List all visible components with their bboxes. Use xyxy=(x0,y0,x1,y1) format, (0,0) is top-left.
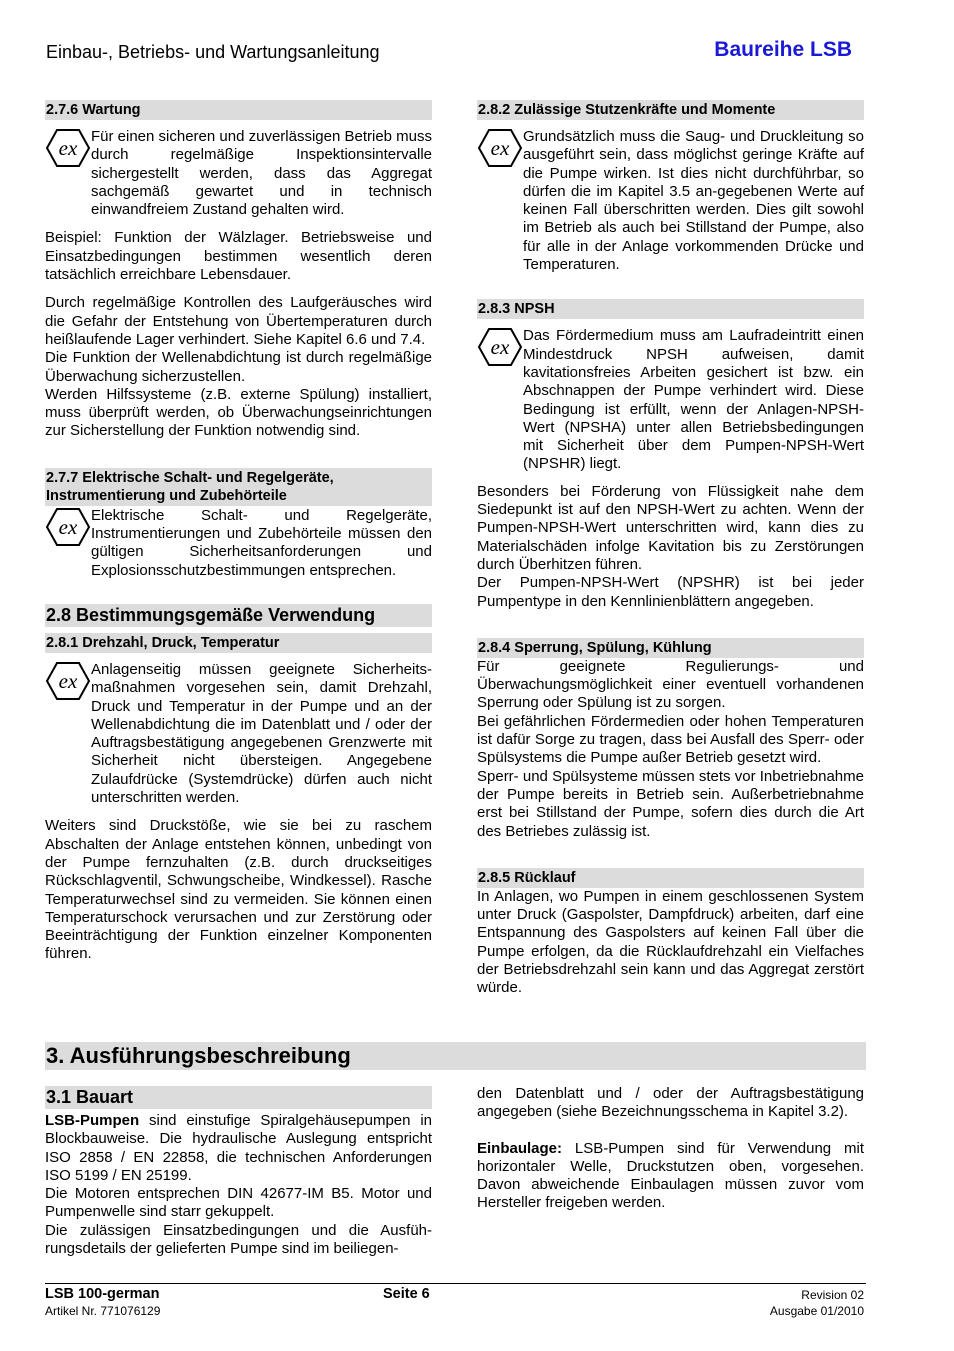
ex-text-2-8-2: Grundsätzlich muss die Saug- und Druckleitung so ausgeführt sein, dass möglichst geringe Kräfte auf die Pumpe wirken. Ist dies nicht durchführbar, so dürfen die im Kapitel 3.5 an-gegebenen Werte auf keinen Fall überschritten werden. Dies gilt sowohl im Betrieb als auch bei Stillstand der Pumpe, also für alle in der Anlage vorkommenden Drücke und Temperaturen. xyxy=(523,128,864,274)
footer-issue: Ausgabe 01/2010 xyxy=(769,1304,864,1318)
footer-page-number: Seite 6 xyxy=(383,1286,430,1302)
ex-text-2-7-6: Für einen sicheren und zuverlässigen Betrieb muss durch regelmäßige Inspektionsintervalle sichergestellt werden, dass das Aggregat sachgemäß gewartet und in technisch einwandfreiem Zustand gehalten wird. xyxy=(91,128,433,219)
heading-2-7-7: 2.7.7 Elektrische Schalt- und Regelgeräte, Instrumentierung und Zubehörteile xyxy=(45,468,432,506)
ex-note-2-8-2 xyxy=(477,128,864,274)
document-title: Einbau-, Betriebs- und Wartungsanleitung xyxy=(46,42,380,62)
footer-article-number: Artikel Nr. 771076129 xyxy=(45,1304,161,1318)
ex-explosion-protection-icon xyxy=(477,327,523,367)
bold-term: Einbaulage: xyxy=(477,1139,563,1157)
ex-note-2-7-7 xyxy=(45,507,432,580)
paragraph: Weiters sind Druckstöße, wie sie bei zu raschem Abschalten der Anlage entstehen können, unbedingt von der Pumpe fernzuhalten (z.B. durch druckseitiges Rückschlagventil, Schwungscheibe, Windkessel). Rasche Temperaturwechsel sind zu vermeiden. Sie können einen Temperaturschock verursachen und zur Zerstörung oder Beeinträchtigung der Funktion einzelner Komponenten führen. xyxy=(45,817,432,963)
paragraph: Sperr- und Spülsysteme müssen stets vor Inbetriebnahme der Pumpe bereits in Betrieb sein. Außerbetriebnahme erst bei Stillstand der Pumpe, sofern dies durch die Art des Betriebes zulässig ist. xyxy=(477,767,864,840)
heading-2-8-3: 2.8.3 NPSH xyxy=(477,299,864,319)
paragraph: Die Funktion der Wellenabdichtung ist durch regelmäßige Überwachung sicherzustellen. xyxy=(45,349,432,385)
footer-doc-id: LSB 100-german xyxy=(45,1286,160,1302)
left-column xyxy=(45,100,432,964)
heading-3-1: 3.1 Bauart xyxy=(45,1086,432,1109)
paragraph: Die zulässigen Einsatzbedingungen und die Ausfüh-rungsdetails der gelieferten Pumpe sind im beiliegen- xyxy=(45,1221,432,1258)
heading-2-8-5: 2.8.5 Rücklauf xyxy=(477,868,864,888)
right-column xyxy=(477,100,864,998)
ex-text-2-8-1: Anlagenseitig müssen geeignete Sicherheits-maßnahmen vorgesehen sein, damit Drehzahl, Druck und Temperatur in der Pumpe und an der Wellenabdichtung die im Datenblatt und / oder der Auftragsbestätigung angegebenen Grenzwerte mit Sicherheit nicht übersteigen. Angegebene Zulaufdrücke (Systemdrücke) dürfen auch nicht unterschritten werden. xyxy=(91,660,432,807)
paragraph xyxy=(45,1112,432,1185)
ex-explosion-protection-icon xyxy=(477,128,523,168)
left-column-bottom xyxy=(45,1086,432,1258)
paragraph-text: LSB-Pumpen sind für Verwendung mit horizontaler Welle, Druckstutzen oben, vorgesehen. Davon abweichende Einbaulagen müssen zuvor vom Hersteller freigeben werden. xyxy=(477,1139,864,1212)
ex-explosion-protection-icon xyxy=(45,507,91,547)
paragraph xyxy=(477,1140,864,1213)
heading-2-8-1: 2.8.1 Drehzahl, Druck, Temperatur xyxy=(45,633,432,653)
heading-3: 3. Ausführungsbeschreibung xyxy=(45,1042,866,1070)
paragraph: Der Pumpen-NPSH-Wert (NPSHR) ist bei jeder Pumpentype in den Kennlinienblättern angegeben. xyxy=(477,574,864,610)
paragraph: Werden Hilfssysteme (z.B. externe Spülung) installiert, muss überprüft werden, ob Überwachungseinrichtungen zur Sicherstellung der Funktion notwendig sind. xyxy=(45,385,432,440)
ex-note-2-7-6 xyxy=(45,128,432,219)
series-title: Baureihe LSB xyxy=(714,38,852,61)
ex-note-2-8-1 xyxy=(45,661,432,807)
right-column-bottom xyxy=(477,1085,864,1213)
ex-note-2-8-3 xyxy=(477,327,864,473)
bold-term: LSB-Pumpen xyxy=(45,1112,140,1129)
heading-2-7-6: 2.7.6 Wartung xyxy=(45,100,432,120)
paragraph: Bei gefährlichen Fördermedien oder hohen Temperaturen ist dafür Sorge zu tragen, dass bei Ausfall des Sperr- oder Spülsystems die Pumpe außer Betrieb gesetzt wird. xyxy=(477,712,864,767)
paragraph: Durch regelmäßige Kontrollen des Laufgeräusches wird die Gefahr der Entstehung von Übertemperaturen durch heißlaufende Lager verhindert. Siehe Kapitel 6.6 und 7.4. xyxy=(45,294,432,348)
heading-2-8: 2.8 Bestimmungsgemäße Verwendung xyxy=(45,604,432,627)
paragraph-text: sind einstufige Spiralgehäusepumpen in Blockbauweise. Die hydraulische Auslegung entspricht ISO 2858 / EN 22858, die technischen Anforderungen ISO 5199 / EN 25199. xyxy=(45,1112,432,1184)
footer-revision: Revision 02 xyxy=(801,1288,864,1302)
ex-text-2-7-7: Elektrische Schalt- und Regelgeräte, Instrumentierungen und Zubehörteile müssen den gültigen Sicherheitsanforderungen und Explosionsschutzbestimmungen entsprechen. xyxy=(91,506,432,579)
heading-2-8-4: 2.8.4 Sperrung, Spülung, Kühlung xyxy=(477,638,864,658)
paragraph: den Datenblatt und / oder der Auftragsbestätigung angegeben (siehe Bezeichnungsschema in Kapitel 3.2). xyxy=(477,1085,864,1121)
paragraph: Die Motoren entsprechen DIN 42677-IM B5. Motor und Pumpenwelle sind starr gekuppelt. xyxy=(45,1185,432,1221)
ex-explosion-protection-icon xyxy=(45,128,91,168)
footer-rule xyxy=(45,1283,866,1284)
paragraph: Beispiel: Funktion der Wälzlager. Betriebsweise und Einsatzbedingungen bestimmen wesentlich deren tatsächlich erreichbare Lebensdauer. xyxy=(45,229,432,284)
paragraph: Für geeignete Regulierungs- und Überwachungsmöglichkeit einer eventuell vorhandenen Sperrung oder Spülung ist zu sorgen. xyxy=(477,657,864,712)
paragraph: In Anlagen, wo Pumpen in einem geschlossenen System unter Druck (Gaspolster, Dampfdruck) arbeiten, darf eine Entspannung des Gaspolsters auf keinen Fall über die Pumpe erfolgen, da die Rücklaufdrehzahl ein Vielfaches der Betriebsdrehzahl sein kann und das Aggregat zerstört würde. xyxy=(477,887,864,997)
ex-explosion-protection-icon xyxy=(45,661,91,701)
paragraph: Besonders bei Förderung von Flüssigkeit nahe dem Siedepunkt ist auf den NPSH-Wert zu achten. Wenn der Pumpen-NPSH-Wert unterschritten wird, kann dies zu Materialschäden infolge Kavitation bis zu Zerstörungen durch Überhitzen führen. xyxy=(477,482,864,573)
heading-2-8-2: 2.8.2 Zulässige Stutzenkräfte und Momente xyxy=(477,100,864,120)
ex-text-2-8-3: Das Fördermedium muss am Laufradeintritt einen Mindestdruck NPSH aufweisen, damit kavitationsfreies Arbeiten gesichert ist bzw. ein Abschnappen der Pumpe verhindert wird. Diese Bedingung ist erfüllt, wenn der Anlagen-NPSH-Wert (NPSHA) unter allen Betriebsbedingungen mit Sicherheit über dem Pumpen-NPSH-Wert (NPSHR) liegt. xyxy=(523,327,864,473)
